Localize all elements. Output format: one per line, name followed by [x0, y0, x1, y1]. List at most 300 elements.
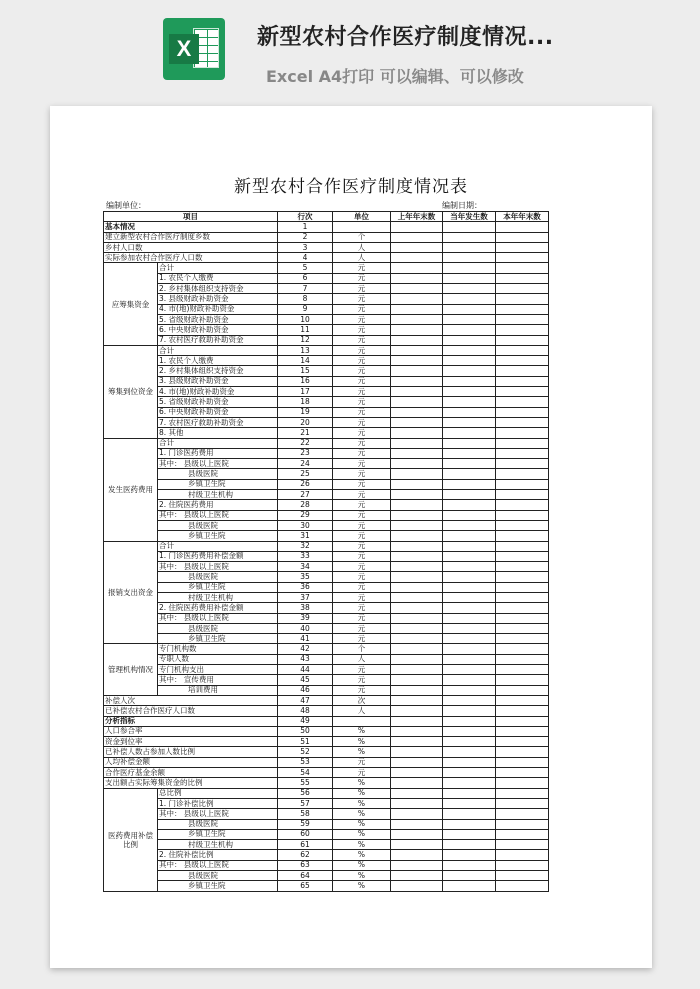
prev-year-end-cell [391, 675, 443, 685]
this-year-end-cell [496, 716, 549, 726]
this-year-end-cell [496, 778, 549, 788]
table-row [104, 366, 549, 376]
current-year-cell [443, 520, 496, 530]
prev-year-end-cell [391, 459, 443, 469]
table-row [104, 263, 549, 273]
current-year-cell [443, 747, 496, 757]
row-line-number: 19 [278, 407, 333, 417]
row-unit: 元 [333, 582, 391, 592]
table-row [104, 716, 549, 726]
current-year-cell [443, 376, 496, 386]
row-line-number: 47 [278, 695, 333, 705]
row-line-number: 9 [278, 304, 333, 314]
row-line-number: 28 [278, 500, 333, 510]
table-row [104, 459, 549, 469]
row-label: 乡镇卫生院 [158, 881, 278, 891]
current-year-cell [443, 459, 496, 469]
current-year-cell [443, 685, 496, 695]
prev-year-end-cell [391, 582, 443, 592]
row-unit: 元 [333, 510, 391, 520]
row-line-number: 61 [278, 840, 333, 850]
prev-year-end-cell [391, 325, 443, 335]
table-row [104, 479, 549, 489]
this-year-end-cell [496, 562, 549, 572]
row-label: 5. 省级财政补助资金 [158, 314, 278, 324]
row-line-number: 1 [278, 222, 333, 232]
row-unit: 元 [333, 469, 391, 479]
table-body [104, 212, 549, 892]
row-unit: 人 [333, 253, 391, 263]
this-year-end-cell [496, 613, 549, 623]
table-row [104, 407, 549, 417]
this-year-end-cell [496, 428, 549, 438]
row-label: 县级医院 [158, 623, 278, 633]
table-row [104, 541, 549, 551]
this-year-end-cell [496, 232, 549, 242]
this-year-end-cell [496, 273, 549, 283]
row-label: 其中： 县级以上医院 [158, 562, 278, 572]
current-year-cell [443, 417, 496, 427]
excel-icon [163, 18, 225, 80]
table-row [104, 335, 549, 345]
prev-year-end-cell [391, 242, 443, 252]
current-year-cell [443, 726, 496, 736]
table-row [104, 675, 549, 685]
template-subtitle: Excel A4打印 可以编辑、可以修改 [266, 67, 524, 86]
prev-year-end-cell [391, 284, 443, 294]
table-row [104, 397, 549, 407]
table-row [104, 490, 549, 500]
current-year-cell [443, 273, 496, 283]
row-unit: 元 [333, 294, 391, 304]
this-year-end-cell [496, 881, 549, 891]
this-year-end-cell [496, 479, 549, 489]
row-line-number: 63 [278, 860, 333, 870]
row-unit: 元 [333, 685, 391, 695]
this-year-end-cell [496, 284, 549, 294]
row-label: 专门机构支出 [158, 665, 278, 675]
row-unit: 元 [333, 541, 391, 551]
current-year-cell [443, 345, 496, 355]
current-year-cell [443, 335, 496, 345]
row-label: 分析指标 [104, 716, 278, 726]
this-year-end-cell [496, 531, 549, 541]
current-year-cell [443, 716, 496, 726]
date-label: 编制日期： [442, 201, 482, 210]
row-unit: 元 [333, 284, 391, 294]
row-label: 村级卫生机构 [158, 490, 278, 500]
prev-year-end-cell [391, 592, 443, 602]
prev-year-end-cell [391, 356, 443, 366]
this-year-end-cell [496, 376, 549, 386]
prev-year-end-cell [391, 232, 443, 242]
current-year-cell [443, 675, 496, 685]
row-group-label: 报销支出资金 [104, 541, 158, 644]
row-line-number: 24 [278, 459, 333, 469]
current-year-cell [443, 695, 496, 705]
current-year-cell [443, 314, 496, 324]
row-line-number: 40 [278, 623, 333, 633]
row-label: 1. 农民个人缴费 [158, 356, 278, 366]
table-row [104, 860, 549, 870]
row-line-number: 43 [278, 654, 333, 664]
current-year-cell [443, 819, 496, 829]
table-row [104, 242, 549, 252]
row-label: 乡镇卫生院 [158, 829, 278, 839]
row-line-number: 22 [278, 438, 333, 448]
row-unit: 元 [333, 366, 391, 376]
table-row [104, 685, 549, 695]
row-unit: 元 [333, 438, 391, 448]
row-label: 1. 门诊医药费用补偿金额 [158, 551, 278, 561]
template-title: 新型农村合作医疗制度情况... [257, 25, 554, 50]
prev-year-end-cell [391, 850, 443, 860]
table-row [104, 623, 549, 633]
row-unit: 元 [333, 572, 391, 582]
row-line-number: 32 [278, 541, 333, 551]
row-unit: % [333, 737, 391, 747]
current-year-cell [443, 634, 496, 644]
current-year-cell [443, 222, 496, 232]
current-year-cell [443, 871, 496, 881]
prev-year-end-cell [391, 613, 443, 623]
row-label: 合计 [158, 263, 278, 273]
this-year-end-cell [496, 829, 549, 839]
current-year-cell [443, 737, 496, 747]
this-year-end-cell [496, 541, 549, 551]
row-unit [333, 716, 391, 726]
row-label: 县级医院 [158, 819, 278, 829]
table-row [104, 284, 549, 294]
table-row [104, 273, 549, 283]
row-unit: 元 [333, 428, 391, 438]
document-page [50, 106, 652, 968]
row-line-number: 17 [278, 387, 333, 397]
current-year-cell [443, 242, 496, 252]
row-line-number: 13 [278, 345, 333, 355]
this-year-end-cell [496, 510, 549, 520]
prev-year-end-cell [391, 345, 443, 355]
this-year-end-cell [496, 819, 549, 829]
current-year-cell [443, 788, 496, 798]
this-year-end-cell [496, 387, 549, 397]
table-row [104, 788, 549, 798]
table-row [104, 850, 549, 860]
row-unit: 元 [333, 623, 391, 633]
current-year-cell [443, 469, 496, 479]
row-label: 1. 门诊医药费用 [158, 448, 278, 458]
current-year-cell [443, 582, 496, 592]
prev-year-end-cell [391, 376, 443, 386]
table-row [104, 840, 549, 850]
row-unit: 元 [333, 397, 391, 407]
current-year-cell [443, 284, 496, 294]
table-row [104, 448, 549, 458]
this-year-end-cell [496, 417, 549, 427]
row-label: 其中： 县级以上医院 [158, 809, 278, 819]
this-year-end-cell [496, 747, 549, 757]
row-label: 人均补偿金额 [104, 757, 278, 767]
row-line-number: 42 [278, 644, 333, 654]
row-label: 县级医院 [158, 469, 278, 479]
prev-year-end-cell [391, 757, 443, 767]
row-line-number: 15 [278, 366, 333, 376]
row-unit: % [333, 809, 391, 819]
row-line-number: 59 [278, 819, 333, 829]
row-label: 乡镇卫生院 [158, 582, 278, 592]
current-year-cell [443, 479, 496, 489]
current-year-cell [443, 757, 496, 767]
this-year-end-cell [496, 850, 549, 860]
table-row [104, 737, 549, 747]
row-label: 2. 住院补偿比例 [158, 850, 278, 860]
row-group-label: 应筹集资金 [104, 263, 158, 345]
row-group-label: 发生医药费用 [104, 438, 158, 541]
prev-year-end-cell [391, 397, 443, 407]
row-label: 建立新型农村合作医疗制度乡数 [104, 232, 278, 242]
row-label: 县级医院 [158, 520, 278, 530]
prev-year-end-cell [391, 407, 443, 417]
prev-year-end-cell [391, 860, 443, 870]
prev-year-end-cell [391, 304, 443, 314]
this-year-end-cell [496, 623, 549, 633]
prev-year-end-cell [391, 737, 443, 747]
row-line-number: 11 [278, 325, 333, 335]
current-year-cell [443, 253, 496, 263]
current-year-cell [443, 850, 496, 860]
row-unit: 元 [333, 768, 391, 778]
row-unit: 元 [333, 387, 391, 397]
current-year-cell [443, 551, 496, 561]
row-unit: 元 [333, 479, 391, 489]
row-line-number: 56 [278, 788, 333, 798]
prev-year-end-cell [391, 479, 443, 489]
row-line-number: 5 [278, 263, 333, 273]
this-year-end-cell [496, 634, 549, 644]
table-header-row [104, 212, 549, 222]
excel-letter: X [169, 34, 199, 64]
current-year-cell [443, 510, 496, 520]
row-line-number: 57 [278, 798, 333, 808]
row-unit: 次 [333, 695, 391, 705]
prev-year-end-cell [391, 809, 443, 819]
this-year-end-cell [496, 665, 549, 675]
row-unit: 元 [333, 356, 391, 366]
row-unit: 元 [333, 263, 391, 273]
prev-year-end-cell [391, 644, 443, 654]
current-year-cell [443, 325, 496, 335]
row-line-number: 6 [278, 273, 333, 283]
current-year-cell [443, 840, 496, 850]
row-line-number: 25 [278, 469, 333, 479]
table-row [104, 438, 549, 448]
current-year-cell [443, 829, 496, 839]
row-unit: 元 [333, 376, 391, 386]
row-unit: 元 [333, 757, 391, 767]
row-line-number: 7 [278, 284, 333, 294]
prev-year-end-cell [391, 840, 443, 850]
prev-year-end-cell [391, 520, 443, 530]
row-group-label: 管理机构情况 [104, 644, 158, 695]
row-line-number: 39 [278, 613, 333, 623]
prev-year-end-cell [391, 788, 443, 798]
row-unit: % [333, 871, 391, 881]
row-line-number: 21 [278, 428, 333, 438]
this-year-end-cell [496, 582, 549, 592]
col-header-line: 行次 [278, 212, 333, 222]
current-year-cell [443, 407, 496, 417]
row-line-number: 2 [278, 232, 333, 242]
row-label: 2. 乡村集体组织支持资金 [158, 284, 278, 294]
this-year-end-cell [496, 520, 549, 530]
row-label: 1. 门诊补偿比例 [158, 798, 278, 808]
current-year-cell [443, 490, 496, 500]
row-unit: % [333, 840, 391, 850]
current-year-cell [443, 428, 496, 438]
row-line-number: 52 [278, 747, 333, 757]
row-label: 合计 [158, 345, 278, 355]
row-line-number: 48 [278, 706, 333, 716]
row-line-number: 20 [278, 417, 333, 427]
table-row [104, 294, 549, 304]
row-unit: 元 [333, 551, 391, 561]
this-year-end-cell [496, 500, 549, 510]
prev-year-end-cell [391, 417, 443, 427]
row-label: 已补偿人数占参加人数比例 [104, 747, 278, 757]
row-line-number: 62 [278, 850, 333, 860]
this-year-end-cell [496, 654, 549, 664]
prev-year-end-cell [391, 387, 443, 397]
current-year-cell [443, 572, 496, 582]
this-year-end-cell [496, 768, 549, 778]
prev-year-end-cell [391, 448, 443, 458]
current-year-cell [443, 397, 496, 407]
row-label: 其中： 县级以上医院 [158, 860, 278, 870]
row-line-number: 53 [278, 757, 333, 767]
row-label: 5. 省级财政补助资金 [158, 397, 278, 407]
prev-year-end-cell [391, 510, 443, 520]
this-year-end-cell [496, 675, 549, 685]
this-year-end-cell [496, 335, 549, 345]
this-year-end-cell [496, 459, 549, 469]
row-unit: % [333, 798, 391, 808]
row-unit: 元 [333, 613, 391, 623]
this-year-end-cell [496, 356, 549, 366]
row-label: 其中： 宣传费用 [158, 675, 278, 685]
current-year-cell [443, 706, 496, 716]
this-year-end-cell [496, 448, 549, 458]
row-label: 6. 中央财政补助资金 [158, 325, 278, 335]
row-label: 人口参合率 [104, 726, 278, 736]
row-unit: % [333, 819, 391, 829]
row-label: 8. 其他 [158, 428, 278, 438]
table-row [104, 613, 549, 623]
row-label: 县级医院 [158, 572, 278, 582]
col-header-this-year-end: 本年年末数 [496, 212, 549, 222]
current-year-cell [443, 654, 496, 664]
row-line-number: 46 [278, 685, 333, 695]
col-header-item: 项目 [104, 212, 278, 222]
this-year-end-cell [496, 253, 549, 263]
prev-year-end-cell [391, 428, 443, 438]
prev-year-end-cell [391, 490, 443, 500]
row-line-number: 41 [278, 634, 333, 644]
row-label: 村级卫生机构 [158, 592, 278, 602]
prev-year-end-cell [391, 438, 443, 448]
col-header-current-year: 当年发生数 [443, 212, 496, 222]
current-year-cell [443, 778, 496, 788]
row-label: 补偿人次 [104, 695, 278, 705]
this-year-end-cell [496, 490, 549, 500]
row-line-number: 58 [278, 809, 333, 819]
row-line-number: 51 [278, 737, 333, 747]
row-line-number: 26 [278, 479, 333, 489]
row-label: 4. 市(地)财政补助资金 [158, 387, 278, 397]
row-line-number: 35 [278, 572, 333, 582]
row-label: 2. 乡村集体组织支持资金 [158, 366, 278, 376]
prev-year-end-cell [391, 819, 443, 829]
prev-year-end-cell [391, 881, 443, 891]
row-unit: 元 [333, 325, 391, 335]
prev-year-end-cell [391, 500, 443, 510]
table-row [104, 665, 549, 675]
prev-year-end-cell [391, 706, 443, 716]
table-row [104, 582, 549, 592]
row-unit: 人 [333, 706, 391, 716]
row-line-number: 10 [278, 314, 333, 324]
row-group-label: 筹集到位资金 [104, 345, 158, 438]
row-unit: 元 [333, 407, 391, 417]
table-row [104, 706, 549, 716]
row-label: 实际参加农村合作医疗人口数 [104, 253, 278, 263]
current-year-cell [443, 304, 496, 314]
row-line-number: 33 [278, 551, 333, 561]
table-row [104, 829, 549, 839]
row-unit: 人 [333, 242, 391, 252]
row-label: 总比例 [158, 788, 278, 798]
this-year-end-cell [496, 592, 549, 602]
prev-year-end-cell [391, 665, 443, 675]
current-year-cell [443, 603, 496, 613]
this-year-end-cell [496, 314, 549, 324]
table-row [104, 592, 549, 602]
table-row [104, 417, 549, 427]
prev-year-end-cell [391, 798, 443, 808]
prev-year-end-cell [391, 768, 443, 778]
row-label: 专门机构数 [158, 644, 278, 654]
table-row [104, 325, 549, 335]
row-label: 1. 农民个人缴费 [158, 273, 278, 283]
row-line-number: 12 [278, 335, 333, 345]
row-line-number: 38 [278, 603, 333, 613]
row-label: 培训费用 [158, 685, 278, 695]
row-unit: 元 [333, 520, 391, 530]
row-line-number: 18 [278, 397, 333, 407]
prev-year-end-cell [391, 551, 443, 561]
current-year-cell [443, 592, 496, 602]
row-unit: 元 [333, 531, 391, 541]
table-row [104, 387, 549, 397]
this-year-end-cell [496, 706, 549, 716]
current-year-cell [443, 263, 496, 273]
table-row [104, 551, 549, 561]
prev-year-end-cell [391, 603, 443, 613]
table-row [104, 469, 549, 479]
row-line-number: 55 [278, 778, 333, 788]
row-line-number: 4 [278, 253, 333, 263]
table-row [104, 222, 549, 232]
this-year-end-cell [496, 644, 549, 654]
